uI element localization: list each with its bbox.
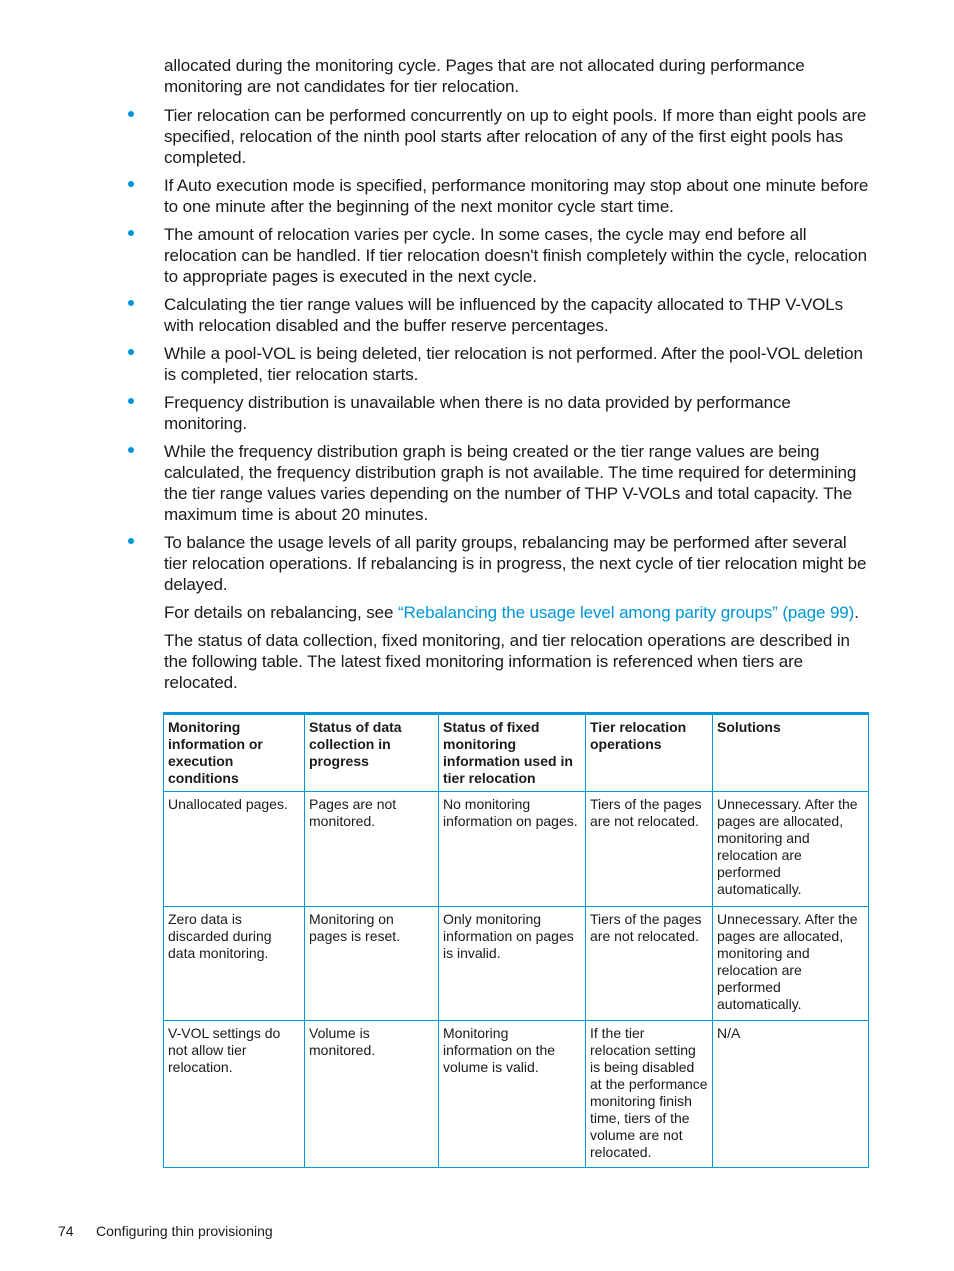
table-cell: Unnecessary. After the pages are allocated, monitoring and relocation are performed automatically. xyxy=(713,792,869,907)
page-body xyxy=(164,55,870,700)
list-item xyxy=(164,532,870,693)
header-monitoring-conditions: Monitoring information or execution conditions xyxy=(164,714,305,792)
rebalancing-cross-reference-link[interactable]: “Rebalancing the usage level among parity groups” (page 99) xyxy=(398,603,855,622)
page-number: 74 xyxy=(58,1223,74,1239)
bullet-text: If Auto execution mode is specified, performance monitoring may stop about one minute before to one minute after the beginning of the next monitor cycle start time. xyxy=(164,176,869,216)
bullet-text: Frequency distribution is unavailable when there is no data provided by performance monitoring. xyxy=(164,393,791,433)
bullet-icon xyxy=(128,398,134,404)
table-cell: Zero data is discarded during data monitoring. xyxy=(164,907,305,1021)
bullet-icon xyxy=(128,181,134,187)
bullet-text: While the frequency distribution graph is being created or the tier range values are being calculated, the frequency distribution graph is not available. The time required for determining the tier range values varies depending on the number of THP V-VOLs and total capacity. The maximum time is about 20 minutes. xyxy=(164,442,857,524)
bullet-icon xyxy=(128,349,134,355)
list-item xyxy=(164,105,870,168)
table-intro-paragraph: The status of data collection, fixed monitoring, and tier relocation operations are described in the following table. The latest fixed monitoring information is referenced when tiers are relocated. xyxy=(164,631,850,692)
table-cell: Tiers of the pages are not relocated. xyxy=(586,792,713,907)
header-tier-relocation-operations: Tier relocation operations xyxy=(586,714,713,792)
table-cell: Tiers of the pages are not relocated. xyxy=(586,907,713,1021)
list-item xyxy=(164,294,870,336)
table-cell: Only monitoring information on pages is invalid. xyxy=(439,907,586,1021)
status-table-wrapper xyxy=(163,712,868,1168)
intro-paragraph: allocated during the monitoring cycle. Pages that are not allocated during performance monitoring are not candidates for tier relocation. xyxy=(164,56,805,96)
list-item xyxy=(164,224,870,287)
bullet-text: Calculating the tier range values will be influenced by the capacity allocated to THP V-VOLs with relocation disabled and the buffer reserve percentages. xyxy=(164,295,844,335)
bullet-list xyxy=(164,105,870,693)
bullet-icon xyxy=(128,538,134,544)
table-cell: N/A xyxy=(713,1021,869,1168)
table-row xyxy=(164,792,869,907)
list-item xyxy=(164,392,870,434)
footer-section-title: Configuring thin provisioning xyxy=(96,1223,273,1239)
bullet-icon xyxy=(128,300,134,306)
bullet-text: The amount of relocation varies per cycle. In some cases, the cycle may end before all relocation can be handled. If tier relocation doesn't finish completely within the cycle, relocation to appropriate pages is executed in the next cycle. xyxy=(164,225,867,286)
bullet-icon xyxy=(128,111,134,117)
bullet-text: Tier relocation can be performed concurrently on up to eight pools. If more than eight pools are specified, relocation of the ninth pool starts after relocation of any of the first eight pools has completed. xyxy=(164,106,867,167)
bullet-text: While a pool-VOL is being deleted, tier relocation is not performed. After the pool-VOL deletion is completed, tier relocation starts. xyxy=(164,344,863,384)
bullet-text: To balance the usage levels of all parity groups, rebalancing may be performed after several tier relocation operations. If rebalancing is in progress, the next cycle of tier relocation might be delayed. xyxy=(164,533,867,594)
table-header-row xyxy=(164,714,869,792)
table-cell: Pages are not monitored. xyxy=(305,792,439,907)
list-item xyxy=(164,441,870,525)
table-cell: No monitoring information on pages. xyxy=(439,792,586,907)
bullet-icon xyxy=(128,447,134,453)
table-cell: V-VOL settings do not allow tier relocation. xyxy=(164,1021,305,1168)
relocation-status-table xyxy=(163,712,869,1168)
bullet-icon xyxy=(128,230,134,236)
rebalancing-note-prefix: For details on rebalancing, see xyxy=(164,603,398,622)
table-cell: Monitoring on pages is reset. xyxy=(305,907,439,1021)
table-cell: Unallocated pages. xyxy=(164,792,305,907)
table-cell: Monitoring information on the volume is valid. xyxy=(439,1021,586,1168)
table-cell: If the tier relocation setting is being disabled at the performance monitoring finish time, tiers of the volume are not relocated. xyxy=(586,1021,713,1168)
list-item xyxy=(164,175,870,217)
rebalancing-note-suffix: . xyxy=(854,603,859,622)
table-row xyxy=(164,1021,869,1168)
rebalancing-note xyxy=(164,602,870,623)
table-row xyxy=(164,907,869,1021)
page-footer xyxy=(58,1223,273,1239)
table-cell: Volume is monitored. xyxy=(305,1021,439,1168)
header-solutions: Solutions xyxy=(713,714,869,792)
header-fixed-monitoring-status: Status of fixed monitoring information used in tier relocation xyxy=(439,714,586,792)
table-cell: Unnecessary. After the pages are allocated, monitoring and relocation are performed automatically. xyxy=(713,907,869,1021)
header-data-collection-status: Status of data collection in progress xyxy=(305,714,439,792)
list-item xyxy=(164,343,870,385)
